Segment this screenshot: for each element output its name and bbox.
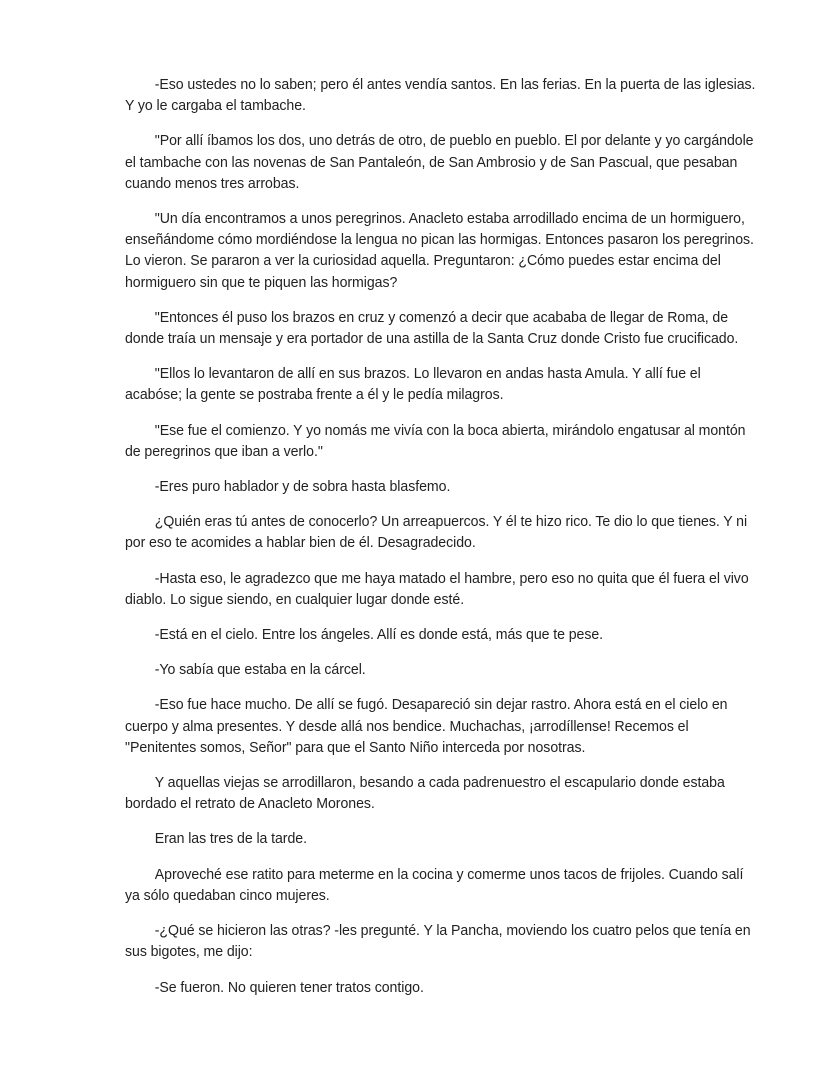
text-column: [125, 74, 757, 998]
paragraph: -Se fueron. No quieren tener tratos contigo.: [154, 978, 424, 996]
paragraph: ¿Quién eras tú antes de conocerlo? Un arreapuercos. Y él te hizo rico. Te dio lo que tienes. Y ni por eso te acomides a hablar bien de él. Desagradecido.: [125, 513, 748, 552]
paragraph: "Un día encontramos a unos peregrinos. Anacleto estaba arrodillado encima de un hormiguero, enseñándome cómo mordiéndose la lengua no pican las hormigas. Entonces pasaron los peregrinos. Lo vieron. Se pararon a ver la curiosidad aquella. Preguntaron: ¿Cómo puedes estar encima del hormiguero sin que te piquen las hormigas?: [125, 210, 754, 291]
paragraph: Y aquellas viejas se arrodillaron, besando a cada padrenuestro el escapulario donde estaba bordado el retrato de Anacleto Morones.: [125, 774, 725, 813]
paragraph: Aproveché ese ratito para meterme en la cocina y comerme unos tacos de frijoles. Cuando salí ya sólo quedaban cinco mujeres.: [125, 865, 744, 904]
paragraph: "Ellos lo levantaron de allí en sus brazos. Lo llevaron en andas hasta Amula. Y allí fue el acabóse; la gente se postraba frente a él y le pedía milagros.: [125, 365, 701, 404]
paragraph: Eran las tres de la tarde.: [154, 830, 307, 848]
paragraph: "Por allí íbamos los dos, uno detrás de otro, de pueblo en pueblo. El por delante y yo cargándole el tambache con las novenas de San Pantaleón, de San Ambrosio y de San Pascual, que pesaban cuando menos tres arrobas.: [125, 132, 754, 192]
paragraph: -Yo sabía que estaba en la cárcel.: [154, 661, 366, 679]
paragraph: -Está en el cielo. Entre los ángeles. Allí es donde está, más que te pese.: [154, 626, 604, 644]
paragraph: -Eso ustedes no lo saben; pero él antes vendía santos. En las ferias. En la puerta de las iglesias. Y yo le cargaba el tambache.: [125, 76, 756, 115]
paragraph: "Ese fue el comienzo. Y yo nomás me vivía con la boca abierta, mirándolo engatusar al montón de peregrinos que iban a verlo.": [125, 421, 746, 460]
paragraph: -¿Qué se hicieron las otras? -les pregunté. Y la Pancha, moviendo los cuatro pelos que tenía en sus bigotes, me dijo:: [125, 922, 751, 961]
paragraph: "Entonces él puso los brazos en cruz y comenzó a decir que acababa de llegar de Roma, de donde traía un mensaje y era portador de una astilla de la Santa Cruz donde Cristo fue crucificado.: [125, 308, 739, 348]
paragraph: -Eres puro hablador y de sobra hasta blasfemo.: [154, 478, 451, 496]
paragraph: -Hasta eso, le agradezco que me haya matado el hambre, pero eso no quita que él fuera el vivo diablo. Lo sigue siendo, en cualquier lugar donde esté.: [125, 569, 749, 608]
paragraph: -Eso fue hace mucho. De allí se fugó. Desapareció sin dejar rastro. Ahora está en el cielo en cuerpo y alma presentes. Y desde allá nos bendice. Muchachas, ¡arrodíllense! Recemos el "Penitentes somos, Señor" para que el Santo Niño interceda por nosotras.: [125, 696, 728, 756]
